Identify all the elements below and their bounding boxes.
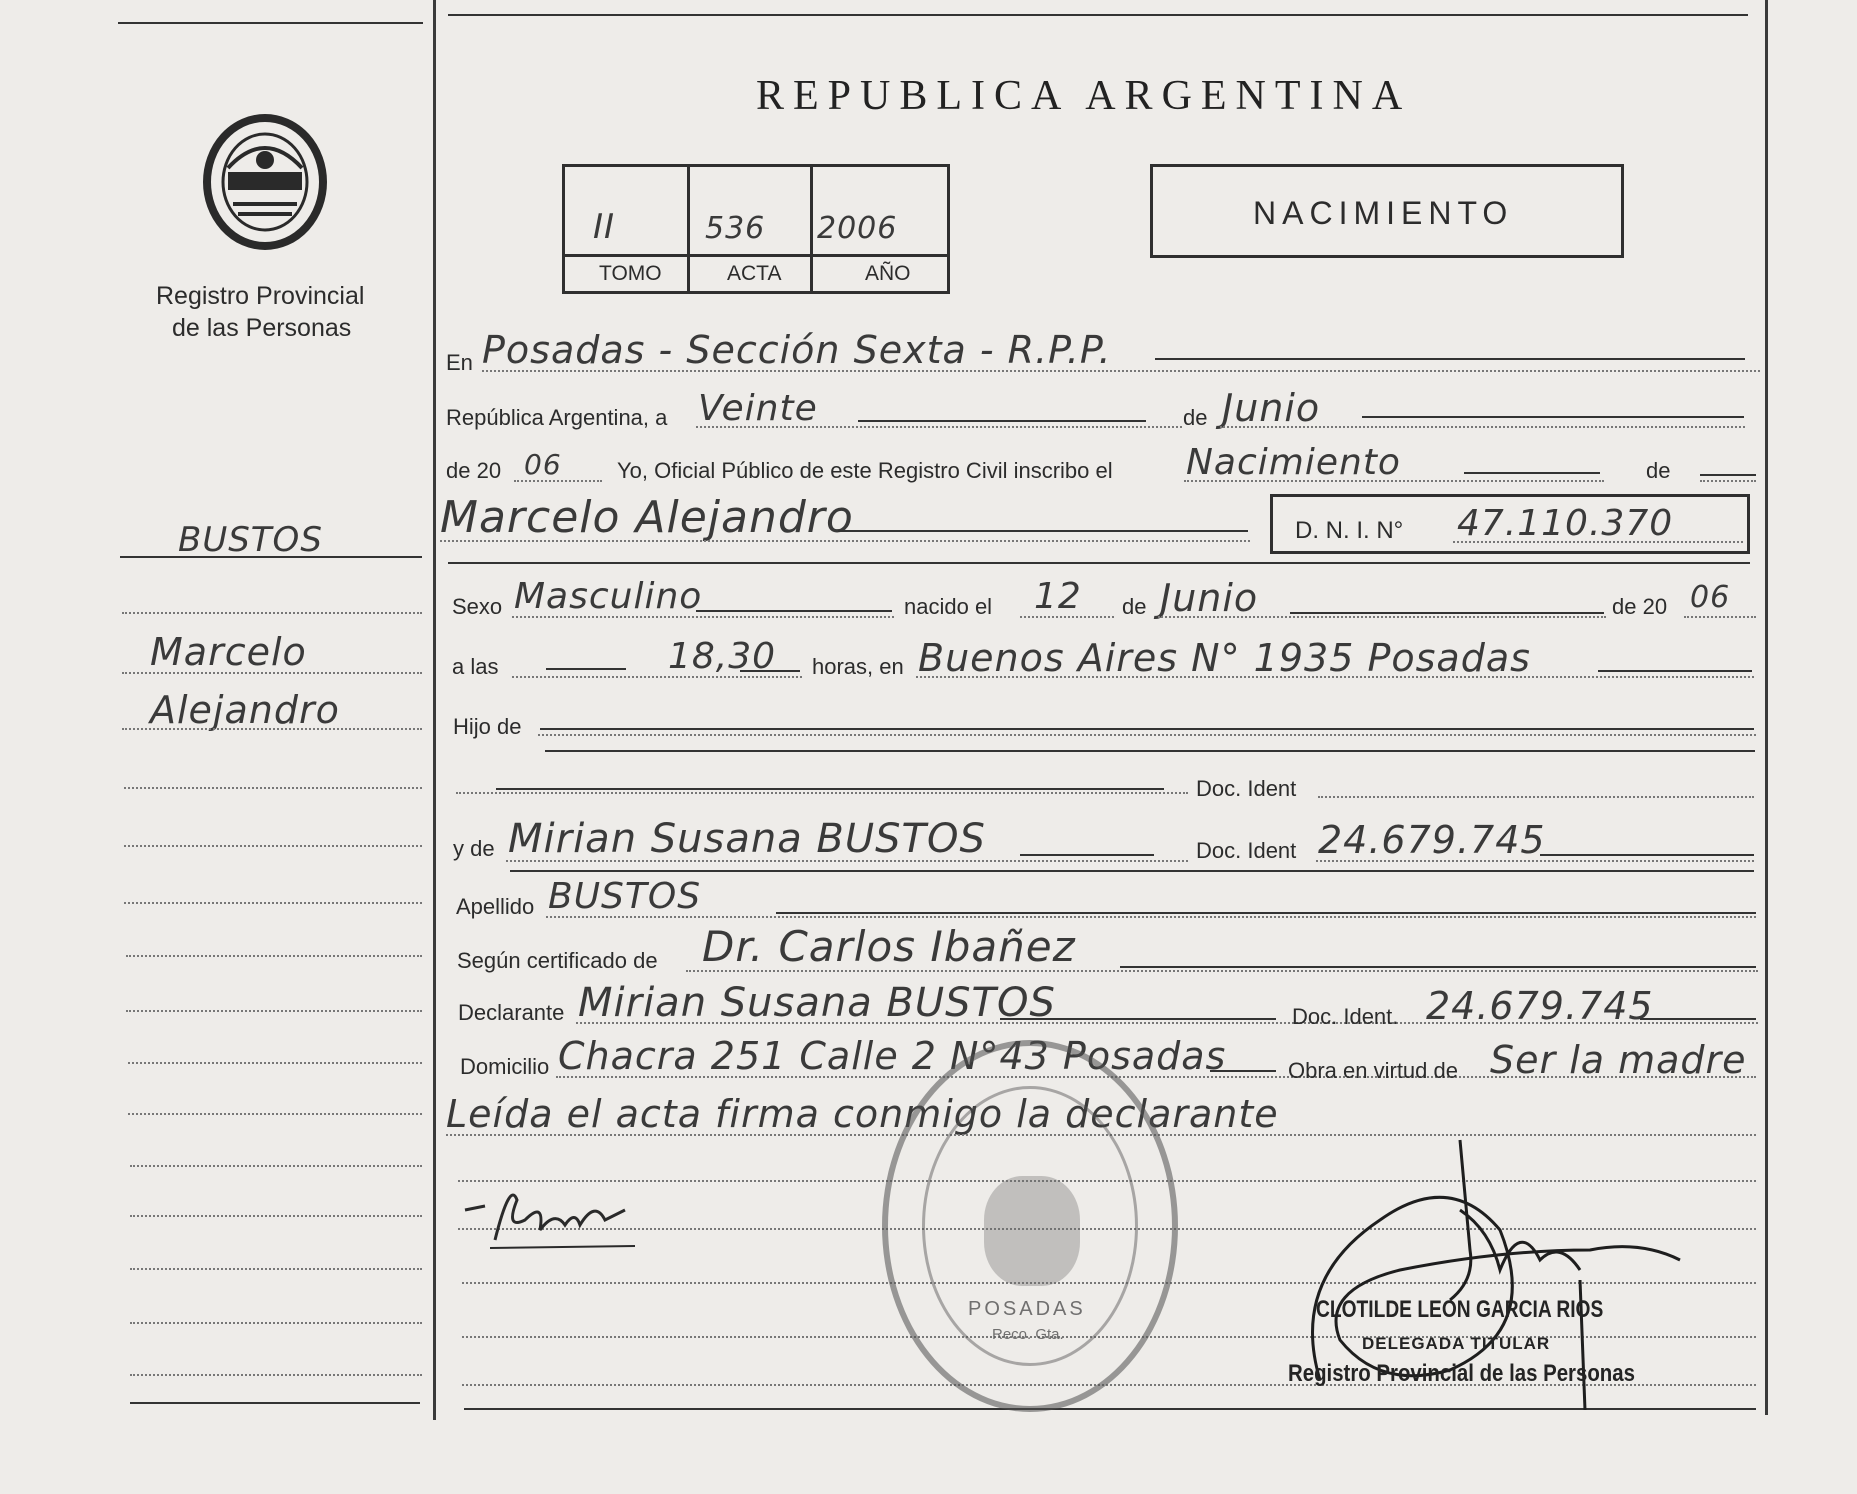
official-name: CLOTILDE LEON GARCIA RIOS bbox=[1316, 1296, 1604, 1323]
margin-surname-rule bbox=[120, 556, 422, 558]
field-acto: Nacimiento bbox=[1186, 442, 1401, 483]
margin-bottom-rule bbox=[130, 1402, 420, 1404]
margin-dotted-rule bbox=[130, 1322, 422, 1324]
field-rule bbox=[1318, 796, 1754, 798]
label-de: de bbox=[1183, 405, 1208, 430]
label-declarante: Declarante bbox=[458, 1000, 565, 1025]
field-obra: Ser la madre bbox=[1490, 1038, 1747, 1082]
field-rule bbox=[1316, 860, 1754, 862]
field-dni: 47.110.370 bbox=[1457, 503, 1674, 544]
margin-dotted-rule bbox=[126, 1010, 422, 1012]
label-de: de bbox=[1646, 458, 1671, 483]
field-declarante: Mirian Susana BUSTOS bbox=[578, 980, 1056, 1026]
field-mes: Junio bbox=[1222, 386, 1321, 430]
label-doc-ident: Doc. Ident bbox=[1196, 776, 1297, 801]
field-sexo: Masculino bbox=[514, 576, 703, 617]
label-de-20: de 20 bbox=[1612, 594, 1668, 619]
field-dia: Veinte bbox=[698, 388, 818, 429]
official-stamp-center-text: POSADAS bbox=[968, 1298, 1086, 1320]
field-rule bbox=[686, 970, 1758, 972]
label-a-las: a las bbox=[452, 654, 499, 679]
field-lugar: Posadas - Sección Sexta - R.P.P. bbox=[482, 328, 1112, 372]
field-nombre: Marcelo Alejandro bbox=[440, 492, 854, 543]
label-apellido: Apellido bbox=[456, 894, 535, 919]
field-rule bbox=[456, 792, 1188, 794]
margin-dotted-rule bbox=[128, 1062, 422, 1064]
label-segun-certificado: Según certificado de bbox=[457, 948, 658, 973]
field-dash bbox=[1362, 416, 1744, 418]
field-dash bbox=[1290, 612, 1604, 614]
field-domicilio: Chacra 251 Calle 2 N°43 Posadas bbox=[558, 1034, 1227, 1078]
tomo-value: II bbox=[593, 207, 616, 247]
table-divider bbox=[810, 167, 813, 291]
field-nacido-mes: Junio bbox=[1160, 576, 1259, 620]
registry-name-line2: de las Personas bbox=[172, 314, 352, 342]
label-y-de: y de bbox=[453, 836, 495, 861]
label-obra-en-virtud: Obra en virtud de bbox=[1288, 1058, 1458, 1083]
section-rule bbox=[448, 562, 1750, 564]
margin-dotted-rule bbox=[124, 902, 422, 904]
field-apellido: BUSTOS bbox=[548, 876, 702, 917]
field-dash bbox=[1700, 474, 1756, 476]
field-dash bbox=[1155, 358, 1745, 360]
field-rule bbox=[506, 860, 1188, 862]
field-dash bbox=[546, 668, 626, 670]
declarant-signature-icon bbox=[455, 1170, 655, 1260]
field-rule bbox=[1684, 616, 1756, 618]
field-dash bbox=[838, 530, 1248, 532]
field-declarante-doc: 24.679.745 bbox=[1426, 984, 1654, 1028]
top-rule-right bbox=[448, 14, 1748, 16]
field-rule bbox=[1184, 480, 1604, 482]
margin-dotted-rule bbox=[122, 728, 422, 730]
label-de-20: de 20 bbox=[446, 458, 502, 483]
country-title: REPUBLICA ARGENTINA bbox=[756, 73, 1412, 119]
field-rule bbox=[482, 370, 1760, 372]
field-certificado: Dr. Carlos Ibañez bbox=[702, 922, 1076, 971]
official-office: Registro Provincial de las Personas bbox=[1288, 1360, 1635, 1387]
margin-dotted-rule bbox=[124, 845, 422, 847]
margin-dotted-rule bbox=[130, 1268, 422, 1270]
label-republica: República Argentina, a bbox=[446, 405, 668, 430]
margin-dotted-rule bbox=[124, 787, 422, 789]
margin-dotted-rule bbox=[130, 1215, 422, 1217]
label-domicilio: Domicilio bbox=[460, 1054, 550, 1079]
dni-box bbox=[1270, 494, 1750, 554]
field-dash bbox=[510, 870, 1754, 872]
label-horas-en: horas, en bbox=[812, 654, 904, 679]
label-doc-ident: Doc. Ident bbox=[1196, 838, 1297, 863]
field-dash bbox=[1000, 1018, 1276, 1020]
table-divider bbox=[687, 167, 690, 291]
column-divider bbox=[433, 0, 436, 1420]
label-dni: D. N. I. N° bbox=[1295, 517, 1404, 544]
field-rule bbox=[538, 734, 1756, 736]
document-type-label: NACIMIENTO bbox=[1253, 195, 1514, 231]
misiones-seal-icon bbox=[198, 108, 332, 256]
margin-given-name-2: Alejandro bbox=[150, 688, 340, 732]
top-rule-left bbox=[118, 22, 423, 24]
label-de: de bbox=[1122, 594, 1147, 619]
margin-given-name-1: Marcelo bbox=[150, 630, 307, 674]
label-doc-ident-declarante: Doc. Ident. bbox=[1292, 1004, 1399, 1029]
field-rule bbox=[440, 540, 1250, 542]
field-dash bbox=[858, 420, 1146, 422]
field-dash bbox=[540, 728, 1754, 730]
margin-dotted-rule bbox=[130, 1374, 422, 1376]
field-rule bbox=[1020, 616, 1114, 618]
margin-dotted-rule bbox=[126, 955, 422, 957]
right-border bbox=[1765, 0, 1768, 1415]
field-nacido-anio: 06 bbox=[1690, 580, 1731, 615]
anio-value: 2006 bbox=[817, 211, 898, 246]
field-rule bbox=[1700, 480, 1756, 482]
label-hijo-de: Hijo de bbox=[453, 714, 522, 739]
label-yo-oficial: Yo, Oficial Público de este Registro Civil inscribo el bbox=[617, 458, 1113, 483]
label-en: En bbox=[446, 350, 473, 375]
field-dash bbox=[696, 610, 892, 612]
field-rule bbox=[512, 616, 894, 618]
field-madre: Mirian Susana BUSTOS bbox=[508, 816, 986, 862]
field-nacido-dia: 12 bbox=[1034, 576, 1082, 617]
field-dash bbox=[1598, 670, 1752, 672]
field-rule bbox=[514, 480, 602, 482]
field-dash bbox=[1020, 854, 1154, 856]
tomo-label: TOMO bbox=[599, 262, 662, 285]
margin-dotted-rule bbox=[122, 612, 422, 614]
label-nacido-el: nacido el bbox=[904, 594, 993, 619]
field-rule bbox=[1453, 541, 1743, 543]
official-stamp bbox=[882, 1040, 1178, 1412]
field-dash bbox=[740, 670, 800, 672]
field-rule bbox=[546, 916, 1756, 918]
field-dash bbox=[1640, 1018, 1756, 1020]
margin-dotted-rule bbox=[128, 1113, 422, 1115]
margin-dotted-rule bbox=[122, 672, 422, 674]
field-dash bbox=[1120, 966, 1756, 968]
field-dash bbox=[1540, 854, 1754, 856]
anio-label: AÑO bbox=[865, 262, 911, 285]
registry-name-line1: Registro Provincial bbox=[156, 282, 365, 310]
field-rule bbox=[1220, 426, 1745, 428]
acta-value: 536 bbox=[705, 211, 766, 246]
document-type-box bbox=[1150, 164, 1624, 258]
field-dash bbox=[1210, 1070, 1276, 1072]
book-reference-table bbox=[562, 164, 950, 294]
field-dash bbox=[776, 912, 1756, 914]
field-madre-doc: 24.679.745 bbox=[1318, 818, 1546, 862]
margin-dotted-rule bbox=[130, 1165, 422, 1167]
field-dash bbox=[1464, 472, 1600, 474]
field-dash bbox=[545, 750, 1755, 752]
field-lugar-nacimiento: Buenos Aires N° 1935 Posadas bbox=[918, 636, 1531, 680]
field-hora: 18,30 bbox=[668, 636, 777, 677]
official-stamp-emblem bbox=[984, 1176, 1080, 1286]
table-divider bbox=[565, 254, 947, 257]
official-title: DELEGADA TITULAR bbox=[1362, 1334, 1551, 1353]
field-rule bbox=[916, 676, 1754, 678]
field-dash bbox=[496, 788, 1164, 790]
margin-surname: BUSTOS bbox=[178, 520, 323, 560]
official-stamp-small-text: Reco. Gta. bbox=[992, 1326, 1064, 1343]
label-sexo: Sexo bbox=[452, 594, 503, 619]
acta-label: ACTA bbox=[727, 262, 782, 285]
field-rule bbox=[696, 426, 1182, 428]
field-nota: Leída el acta firma conmigo la declarante bbox=[446, 1092, 1279, 1136]
field-anio: 06 bbox=[524, 448, 562, 481]
field-rule bbox=[1158, 616, 1606, 618]
